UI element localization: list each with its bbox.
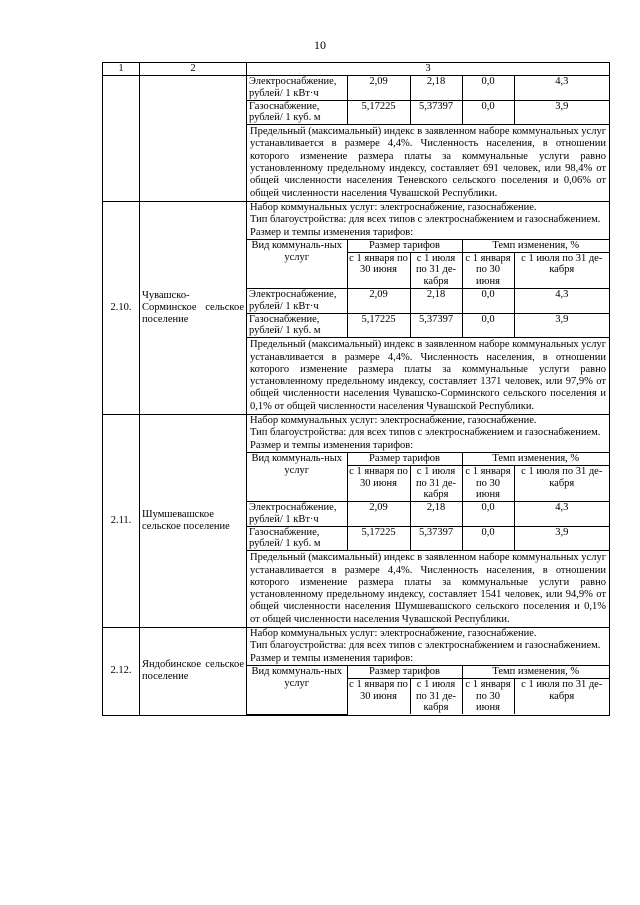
rate-row: Газоснабжение, рублей/ 1 куб. м 5,17225 5,37397 0,0 3,9 [247, 313, 609, 337]
subtable-header: с 1 января по 30 июня с 1 июля по 31 де-кабря с 1 января по 30 июня с 1 июля по 31 де-кабря [247, 252, 609, 288]
rate-row: Газоснабжение, рублей/ 1 куб. м 5,17225 5,37397 0,0 3,9 [247, 526, 609, 550]
index-note: Предельный (максимальный) индекс в заявленном наборе коммунальных услуг устанавливается в размере 4,4%. Численность населения, в отношении которого изменение размера платы за коммунальные услуги равно установленному предельному индексу, составляет 1541 человек, или 94,9% от общей численности населения Шумшевашского сельского поселения и 0,1% от общей численности населения Чувашской Республики. [247, 550, 609, 627]
amenity-type: Тип благоустройства: для всех типов с электроснабжением и газоснабжением. [250, 640, 601, 652]
header-row [103, 63, 610, 76]
tariff-table [102, 62, 610, 716]
amenity-type: Тип благоустройства: для всех типов с электроснабжением и газоснабжением. [250, 214, 601, 226]
subtable-header: Вид коммуналь-ных услуг Размер тарифов Темп изменения, % [247, 452, 609, 465]
rate-row: Электроснабжение, рублей/ 1 кВт·ч 2,09 2,18 0,0 4,3 [247, 502, 609, 527]
entry-content [247, 415, 610, 628]
table-row [103, 628, 610, 716]
index-note: Предельный (максимальный) индекс в заявленном наборе коммунальных услуг устанавливается в размере 4,4%. Численность населения, в отношении которого изменение размера платы за коммунальные услуги равно установленному предельному индексу, составляет 691 человек, или 98,4% от общей численности населения Теневского сельского поселения и 0,06% от общей численности населения Чувашской Республики. [247, 124, 609, 201]
services-set: Набор коммунальных услуг: электроснабжение, газоснабжение. [250, 628, 537, 640]
index-note: Предельный (максимальный) индекс в заявленном наборе коммунальных услуг устанавливается в размере 4,4%. Численность населения, в отношении которого изменение размера платы за коммунальные услуги равно установленному предельному индексу, составляет 1371 человек, или 97,9% от общей численности населения Чувашско-Сорминского сельского поселения и 0,1% от общей численности населения Чувашской Республики. [247, 337, 609, 414]
entry-content [247, 201, 610, 414]
tariffs-label: Размер и темпы изменения тарифов: [250, 439, 414, 451]
subtable-header: с 1 января по 30 июня с 1 июля по 31 де-кабря с 1 января по 30 июня с 1 июля по 31 де-кабря [247, 678, 609, 714]
services-set: Набор коммунальных услуг: электроснабжение, газоснабжение. [250, 201, 537, 213]
entry-content [247, 628, 610, 716]
rates-subtable [247, 239, 609, 337]
settlement-name: Шумшевашское сельское поселение [140, 415, 247, 628]
header-col-2: 2 [140, 63, 247, 76]
table-row [103, 76, 610, 202]
tariffs-label: Размер и темпы изменения тарифов: [250, 226, 414, 238]
table-row [103, 415, 610, 628]
rate-row: Электроснабжение, рублей/ 1 кВт·ч 2,09 2,18 0,0 4,3 [247, 76, 609, 100]
subtable-header: Вид коммуналь-ных услуг Размер тарифов Темп изменения, % [247, 239, 609, 252]
entry-content [247, 76, 610, 202]
services-set: Набор коммунальных услуг: электроснабжение, газоснабжение. [250, 415, 537, 427]
header-col-1: 1 [103, 63, 140, 76]
page-number: 10 [314, 38, 326, 52]
entry-number: 2.10. [103, 201, 140, 414]
rates-subtable [247, 76, 609, 124]
rates-subtable [247, 665, 609, 715]
subtable-header: с 1 января по 30 июня с 1 июля по 31 де-кабря с 1 января по 30 июня с 1 июля по 31 де-кабря [247, 465, 609, 501]
settlement-name: Яндобинское сельское поселение [140, 628, 247, 716]
amenity-type: Тип благоустройства: для всех типов с электроснабжением и газоснабжением. [250, 427, 601, 439]
rate-row: Газоснабжение, рублей/ 1 куб. м 5,17225 5,37397 0,0 3,9 [247, 100, 609, 124]
settlement-name: Чувашско-Сорминское сельское поселение [140, 201, 247, 414]
rate-row: Электроснабжение, рублей/ 1 кВт·ч 2,09 2,18 0,0 4,3 [247, 289, 609, 314]
rates-subtable [247, 452, 609, 550]
table-row [103, 201, 610, 414]
header-col-3: 3 [247, 63, 610, 76]
tariffs-label: Размер и темпы изменения тарифов: [250, 652, 414, 664]
entry-number: 2.12. [103, 628, 140, 716]
subtable-header: Вид коммуналь-ных услуг Размер тарифов Темп изменения, % [247, 665, 609, 678]
entry-number: 2.11. [103, 415, 140, 628]
